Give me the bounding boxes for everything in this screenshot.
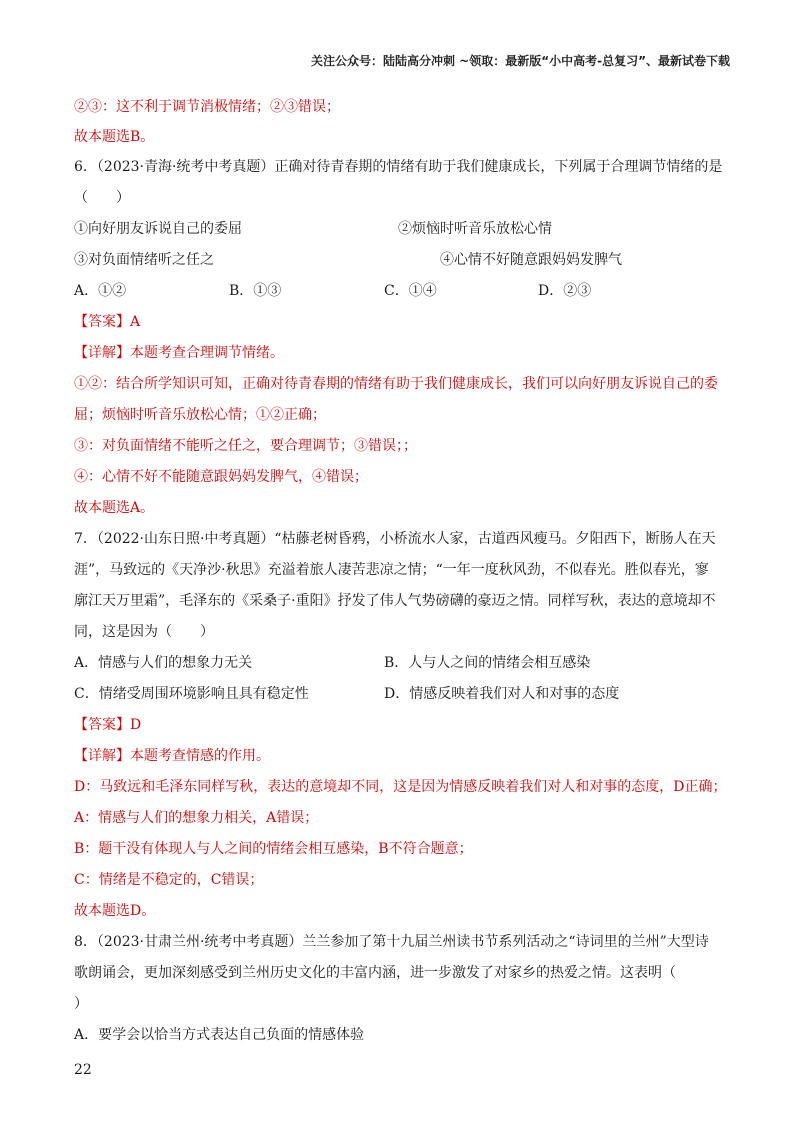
q6-item-3: ③对负面情绪听之任之	[74, 252, 214, 268]
q7-detail: 【详解】本题考查情感的作用。	[74, 748, 270, 764]
question-8-stem-line: 歌朗诵会，更加深刻感受到兰州历史文化的丰富内涵，进一步激发了对家乡的热爱之情。这表明（	[74, 965, 676, 981]
q6-analysis-line: ①②：结合所学知识可知，正确对待青春期的情绪有助于我们健康成长，我们可以向好朋友诉说自己的委	[74, 376, 718, 392]
q6-analysis-line: ④：心情不好不能随意跟妈妈发脾气，④错误；	[74, 469, 368, 485]
q6-option-b: B．①③	[229, 283, 282, 299]
q7-option-b: B．人与人之间的情绪会相互感染	[384, 655, 591, 671]
q6-item-4: ④心情不好随意跟妈妈发脾气	[440, 252, 622, 268]
question-7-stem-line: 涯”，马致远的《天净沙·秋思》充溢着旅人凄苦悲凉之情；“一年一度秋风劲，不似春光。胜似春光，寥	[74, 562, 709, 578]
q7-analysis-line: B：题干没有体现人与人之间的情绪会相互感染，B不符合题意；	[74, 841, 473, 857]
q7-option-d: D．情感反映着我们对人和对事的态度	[384, 686, 620, 702]
question-7-stem-line: 7．（2022·山东日照·中考真题）“枯藤老树昏鸦，小桥流水人家，古道西风瘦马。夕阳西下，断肠人在天	[74, 531, 716, 547]
question-6-stem: 6．（2023·青海·统考中考真题）正确对待青春期的情绪有助于我们健康成长，下列属于合理调节情绪的是	[74, 159, 723, 175]
q7-analysis-line: D：马致远和毛泽东同样写秋，表达的意境却不同，这是因为情感反映着我们对人和对事的态度，D正确；	[74, 779, 727, 795]
q6-option-c: C．①④	[384, 283, 437, 299]
q7-analysis-line: A：情感与人们的想象力相关，A错误；	[74, 810, 319, 826]
q6-option-a: A．①②	[74, 283, 127, 299]
q6-analysis-line: ③：对负面情绪不能听之任之，要合理调节；③错误；；	[74, 438, 417, 454]
analysis-line: ②③：这不利于调节消极情绪；②③错误；	[74, 99, 340, 115]
q7-option-c: C．情绪受周围环境影响且具有稳定性	[74, 686, 309, 702]
page-number: 22	[74, 1062, 92, 1078]
q6-detail: 【详解】本题考查合理调节情绪。	[74, 345, 284, 361]
q7-option-a: A．情感与人们的想象力无关	[74, 655, 253, 671]
question-8-stem-line: ）	[74, 996, 88, 1012]
page-header: 关注公众号：陆陆高分冲刺 ~领取：最新版“小中高考-总复习”、最新试卷下载	[311, 54, 730, 68]
question-7-stem-line: 廓江天万里霜”，毛泽东的《采桑子·重阳》抒发了伟人气势磅礴的豪迈之情。同样写秋，表达的意境却不	[74, 593, 716, 609]
question-8-stem-line: 8．（2023·甘肃兰州·统考中考真题）兰兰参加了第十九届兰州读书节系列活动之“诗词里的兰州”大型诗	[74, 934, 709, 950]
q7-analysis-line: C：情绪是不稳定的，C错误；	[74, 872, 264, 888]
q6-answer: 【答案】A	[74, 314, 141, 330]
q6-item-2: ②烦恼时听音乐放松心情	[398, 221, 552, 237]
question-6-blank: （ ）	[74, 190, 130, 206]
q7-conclusion: 故本题选D。	[74, 903, 156, 919]
q6-option-d: D．②③	[538, 283, 592, 299]
question-7-stem-line: 同，这是因为（ ）	[74, 624, 214, 640]
q6-analysis-line: 屈；烦恼时听音乐放松心情；①②正确；	[74, 407, 326, 423]
q7-answer: 【答案】D	[74, 717, 142, 733]
q6-item-1: ①向好朋友诉说自己的委屈	[74, 221, 242, 237]
q8-option-a: A．要学会以恰当方式表达自己负面的情感体验	[74, 1027, 365, 1043]
q6-conclusion: 故本题选A。	[74, 500, 155, 516]
conclusion-line: 故本题选B。	[74, 129, 155, 145]
